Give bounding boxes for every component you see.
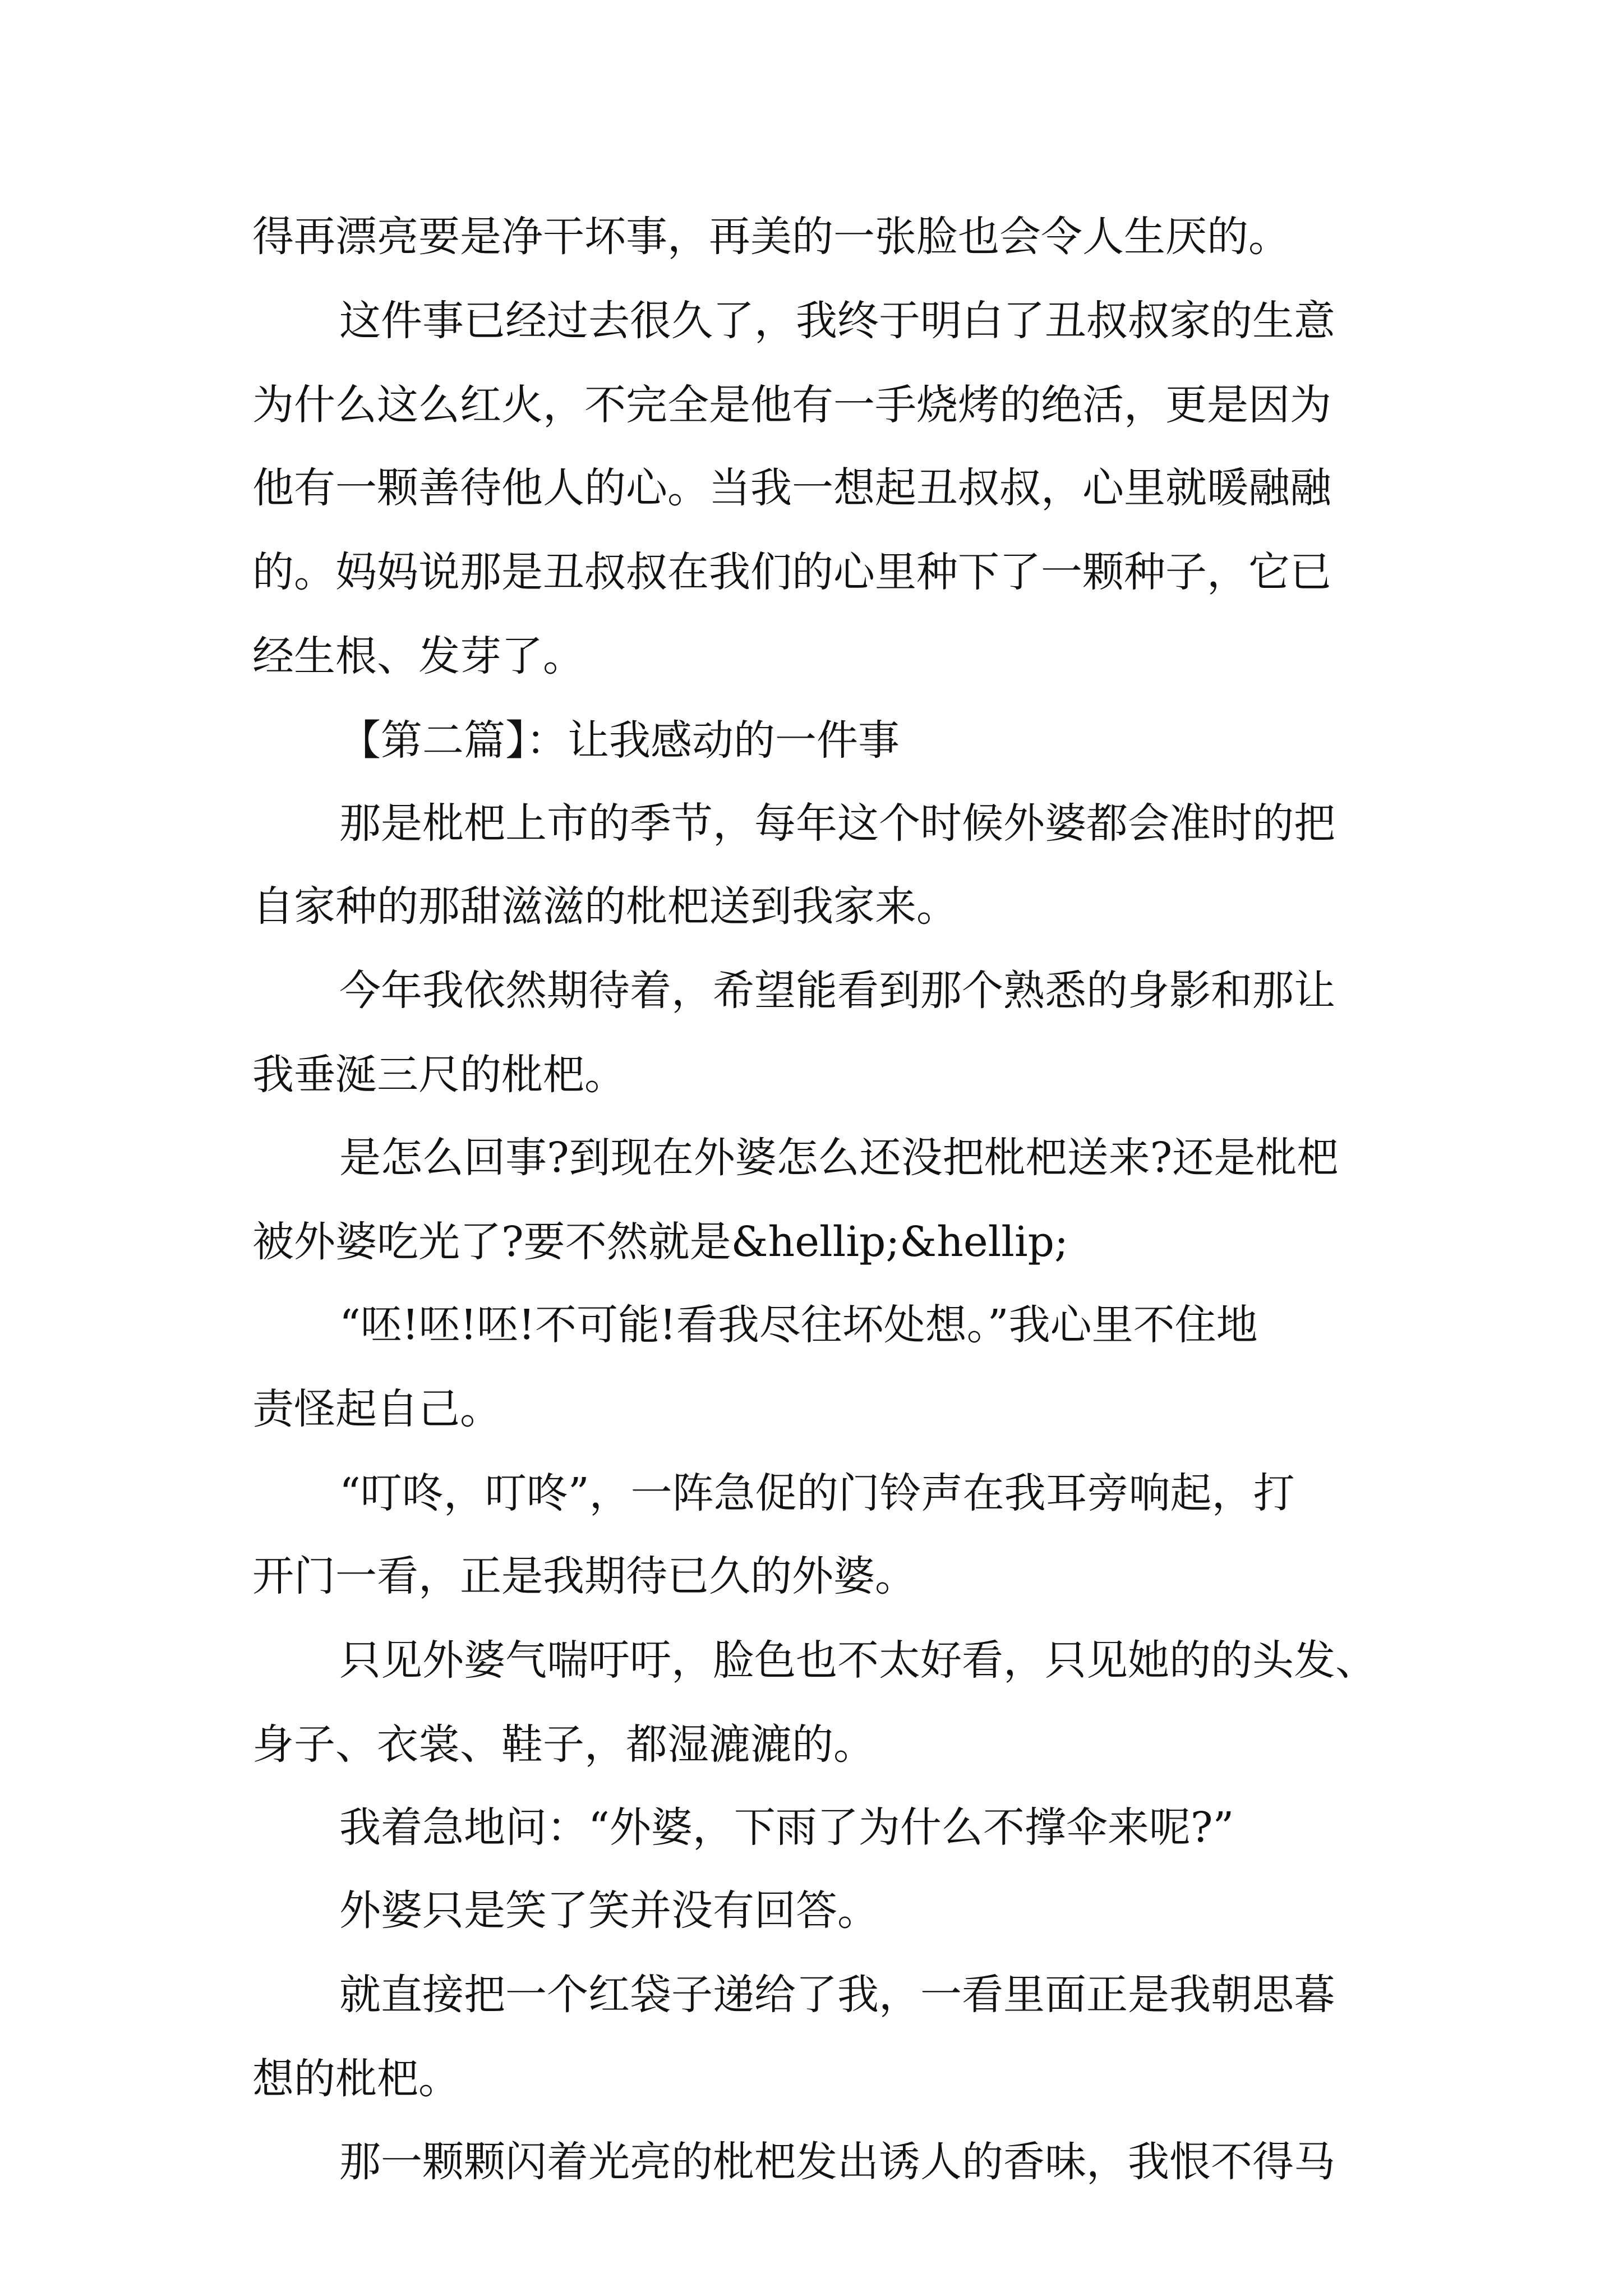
text-line: 身子、衣裳、鞋子，都湿漉漉的。 <box>252 1720 875 1769</box>
text-line: 这件事已经过去很久了，我终于明白了丑叔叔家的生意 <box>339 297 1335 345</box>
text-line: “叮咚，叮咚”，一阵急促的门铃声在我耳旁响起，打 <box>339 1469 1295 1517</box>
text-line: 经生根、发芽了。 <box>252 632 584 680</box>
text-line: 责怪起自己。 <box>252 1385 501 1433</box>
text-line: 自家种的那甜滋滋的枇杷送到我家来。 <box>252 882 958 931</box>
text-line: 想的枇杷。 <box>252 2055 460 2103</box>
text-line: 我着急地问：“外婆，下雨了为什么不撑伞来呢?” <box>339 1803 1234 1852</box>
text-line: 他有一颗善待他人的心。当我一想起丑叔叔，心里就暖融融 <box>252 464 1331 512</box>
text-line: 只见外婆气喘吁吁，脸色也不太好看，只见她的的头发、 <box>339 1636 1377 1685</box>
text-line: 开门一看，正是我期待已久的外婆。 <box>252 1552 916 1600</box>
text-line: 今年我依然期待着，希望能看到那个熟悉的身影和那让 <box>339 967 1335 1015</box>
text-line: 为什么这么红火，不完全是他有一手烧烤的绝活，更是因为 <box>252 381 1331 429</box>
text-line: 得再漂亮要是净干坏事，再美的一张脸也会令人生厌的。 <box>252 213 1290 261</box>
text-line: 是怎么回事?到现在外婆怎么还没把枇杷送来?还是枇杷 <box>339 1134 1339 1182</box>
text-line: 就直接把一个红袋子递给了我，一看里面正是我朝思暮 <box>339 1971 1335 2019</box>
text-line: “呸!呸!呸!不可能!看我尽往坏处想。”我心里不住地 <box>339 1301 1258 1349</box>
text-line: 外婆只是笑了笑并没有回答。 <box>339 1887 879 1935</box>
text-line: 我垂涎三尺的枇杷。 <box>252 1051 626 1099</box>
text-line: 那是枇杷上市的季节，每年这个时候外婆都会准时的把 <box>339 799 1335 848</box>
text-line: 被外婆吃光了?要不然就是&hellip;&hellip; <box>252 1218 1068 1266</box>
text-line: 那一颗颗闪着光亮的枇杷发出诱人的香味，我恨不得马 <box>339 2138 1335 2186</box>
text-line: 的。妈妈说那是丑叔叔在我们的心里种下了一颗种子，它已 <box>252 548 1331 596</box>
section-heading: 【第二篇】：让我感动的一件事 <box>339 716 900 765</box>
